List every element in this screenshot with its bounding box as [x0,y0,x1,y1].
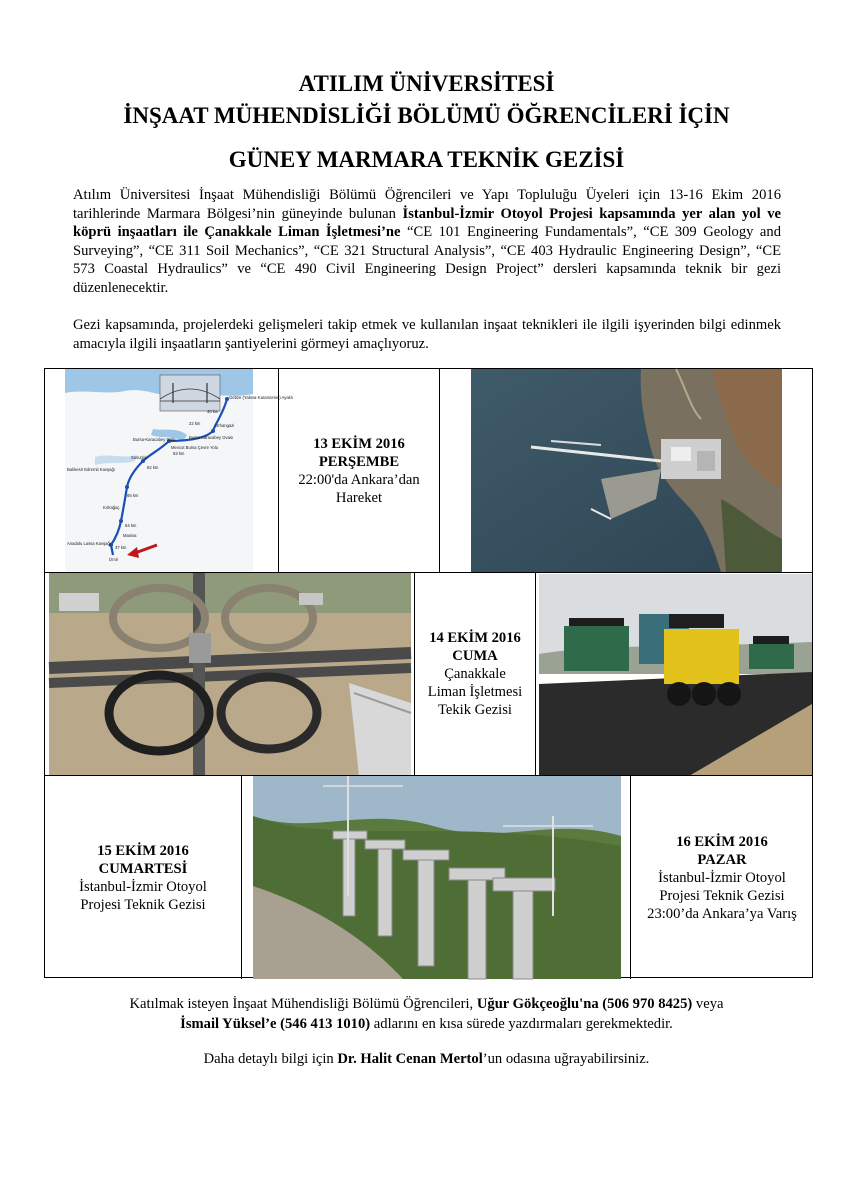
map-distance-6: 37 km [115,545,127,550]
day4-date: 16 EKİM 2016 [676,833,768,850]
map-distance-5: 54 km [125,523,137,528]
day1-line1: 22:00'da Ankara’dan [298,471,420,488]
day3-line1: İstanbul-İzmir Otoyol [79,878,207,895]
day4-weekday: PAZAR [697,851,747,868]
map-label-4: Mevcut Bursa Çevre Yolu [171,445,219,450]
map-label-1: Orhangazi [215,423,235,428]
trip-title: GÜNEY MARMARA TEKNİK GEZİSİ [228,147,625,172]
day1-line2: Hareket [335,489,383,506]
map-label-8: Manisa [123,533,137,538]
map-distance-1: 22 km [189,421,201,426]
map-label-0: Gebze (Yalova-Karamürsel) Ayaklı [229,395,293,400]
day2-line1: Çanakkale [444,666,506,682]
contact-ismail: İsmail Yüksel’e (546 413 1010) [180,1016,371,1032]
schedule-grid [44,368,813,978]
day2-weekday: CUMA [452,648,498,664]
day2-line3: Tekik Gezisi [438,702,512,718]
registration-text-3: adlarını en kısa sürede yazdırmaları gerekmektedir. [370,1016,673,1032]
map-label-10: İzmir [109,557,119,562]
viaduct-construction-image [253,776,621,979]
route-map-cell [45,369,293,572]
interchange-aerial-image [49,573,411,776]
map-distance-3: 82 km [147,465,159,470]
registration-text-2: veya [692,996,724,1012]
map-label-7: Kırkağaç [103,505,120,510]
day4-line2: Projesi Teknik Gezisi [659,887,785,904]
day4-line3: 23:00’da Ankara’ya Varış [647,905,797,922]
day1-weekday: PERŞEMBE [318,453,400,470]
day1-date: 13 EKİM 2016 [313,435,405,452]
map-distance-2: 63 km [173,451,185,456]
day3-weekday: CUMARTESİ [98,860,188,877]
department-title: İNŞAAT MÜHENDİSLİĞİ BÖLÜMÜ ÖĞRENCİLERİ İÇİN [123,103,730,128]
map-label-5: Susurluk [131,455,148,460]
map-label-3: Bursa-Karacabey Gölü [133,437,176,442]
day2-cell [414,572,535,775]
port-photo-cell [439,369,813,572]
map-label-2: Bursa Karacabey Ovası [189,435,234,440]
viaduct-photo-cell [241,775,630,979]
map-distance-0: 40 km [207,409,219,414]
map-label-9: Anadolu Lassa Kavşağı [67,541,111,546]
info-text-1: Daha detaylı bilgi için [203,1051,338,1067]
registration-line-2 [0,1014,853,1034]
university-title: ATILIM ÜNİVERSİTESİ [298,71,555,96]
map-distance-4: 65 km [127,493,139,498]
intro-bold-projects: İstanbul-İzmir Otoyol Projesi kapsamında yer alan yol ve köprü inşaatları ile Çanakkale Liman İşletmesi’ne [73,205,781,240]
info-text-2: ’un odasına uğrayabilirsiniz. [482,1051,650,1067]
registration-line-1 [0,994,853,1014]
paving-photo-cell [535,572,813,775]
day2-line2: Liman İşletmesi [427,684,523,700]
map-label-6: Balıkesir Edremit Kavşağı [67,467,115,472]
intro-text-1: Atılım Üniversitesi İnşaat Mühendisliği Bölümü Öğrencileri ve Yapı Topluluğu Üyeleri için 13-16 Ekim 2016 tarihlerinde Marmara Bölgesi’nin güneyinde bulunan [73,187,781,222]
day2-date: 14 EKİM 2016 [429,630,521,646]
day4-cell [630,775,813,979]
day3-line2: Projesi Teknik Gezisi [80,896,206,913]
paving-machines-image [539,574,812,776]
day1-cell [278,369,439,572]
registration-text-1: Katılmak isteyen İnşaat Mühendisliği Bölümü Öğrencileri, [129,996,477,1012]
contact-ugur: Uğur Gökçeoğlu'na (506 970 8425) [476,996,693,1012]
intro-text-2: “CE 101 Engineering Fundamentals”, “CE 309 Geology and Surveying”, “CE 311 Soil Mechanics”, “CE 321 Structural Analysis”, “CE 403 Hydraulic Engineering Design”, “CE 573 Coastal Hydraulics” ve “CE 490 Civil Engineering Design Project” dersleri kapsamında teknik bir gezi düzenlenecektir. [73,224,781,296]
interchange-photo-cell [45,572,414,775]
info-line [0,1049,853,1069]
route-map-image [65,369,293,572]
day3-date: 15 EKİM 2016 [97,842,189,859]
contact-halit: Dr. Halit Cenan Mertol [337,1051,483,1067]
intro-paragraph [73,186,781,297]
port-aerial-image [471,369,782,572]
day4-line1: İstanbul-İzmir Otoyol [658,869,786,886]
day3-cell [45,775,241,979]
aim-paragraph: Gezi kapsamında, projelerdeki gelişmeleri takip etmek ve kullanılan inşaat teknikleri ile ilgili işyerinden bilgi edinmek amacıyla ilgili inşaatların şantiyelerini görmeyi amaçlıyoruz. [73,317,781,352]
